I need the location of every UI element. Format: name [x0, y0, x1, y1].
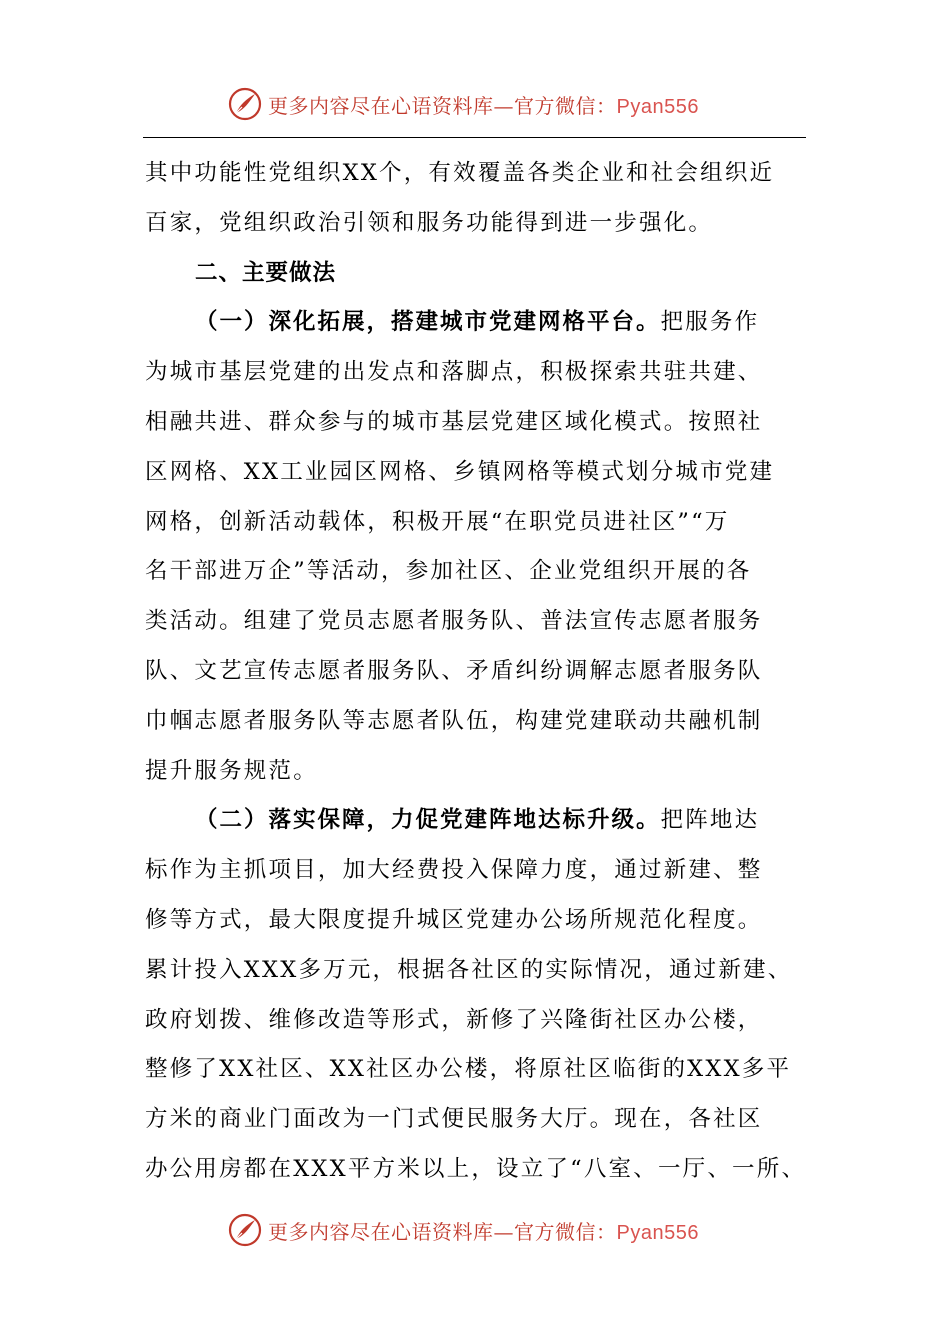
paragraph-1-first-line [145, 298, 807, 348]
body-line: 办公用房都在XXX平方米以上，设立了“八室、一厅、一所、 [145, 1155, 807, 1182]
body-line: 巾帼志愿者服务队等志愿者队伍，构建党建联动共融机制 [145, 707, 763, 734]
body-line: 百家，党组织政治引领和服务功能得到进一步强化。 [145, 209, 714, 236]
header-banner-text [268, 90, 699, 119]
document-body [145, 149, 807, 1195]
header-rule [143, 137, 806, 138]
footer-banner-wechat-id: Pyan556 [616, 1221, 699, 1244]
body-line: 区网格、XX工业园区网格、乡镇网格等模式划分城市党建 [145, 458, 775, 485]
body-line: 为城市基层党建的出发点和落脚点，积极探索共驻共建、 [145, 359, 763, 386]
body-line: 名干部进万企”等活动，参加社区、企业党组织开展的各 [145, 558, 752, 585]
paragraph-2-lead: （二）落实保障，力促党建阵地达标升级。 [195, 807, 661, 834]
body-line: 相融共进、群众参与的城市基层党建区域化模式。按照社 [145, 408, 763, 435]
header-banner-title: 更多内容尽在心语资料库 [268, 93, 494, 118]
body-line: 其中功能性党组织XX个，有效覆盖各类企业和社会组织近 [145, 160, 775, 186]
quill-logo-icon [228, 1213, 262, 1247]
header-banner-dash: — [493, 93, 514, 118]
header-banner [228, 84, 699, 124]
footer-banner-text [268, 1216, 699, 1245]
body-line: 标作为主抓项目，加大经费投入保障力度，通过新建、整 [145, 857, 763, 884]
footer-banner-title: 更多内容尽在心语资料库 [268, 1219, 494, 1244]
body-line: 方米的商业门面改为一门式便民服务大厅。现在，各社区 [145, 1106, 763, 1133]
section-heading: 二、主要做法 [195, 259, 337, 286]
header-banner-wechat-id: Pyan556 [616, 95, 699, 118]
paragraph-1-lead-rest: 把服务作 [660, 309, 760, 336]
body-line: 类活动。组建了党员志愿者服务队、普法宣传志愿者服务 [145, 608, 763, 635]
footer-banner-dash: — [493, 1219, 514, 1244]
body-line: 网格，创新活动载体，积极开展“在职党员进社区”“万 [145, 508, 730, 535]
header-banner-wechat-label: 官方微信： [514, 93, 617, 118]
paragraph-1-lead: （一）深化拓展，搭建城市党建网格平台。 [195, 309, 661, 336]
paragraph-2-lead-rest: 把阵地达 [660, 807, 760, 834]
body-line: 政府划拨、维修改造等形式，新修了兴隆街社区办公楼， [145, 1006, 763, 1033]
quill-logo-icon [228, 87, 262, 121]
body-line: 修等方式，最大限度提升城区党建办公场所规范化程度。 [145, 906, 763, 933]
body-line: 提升服务规范。 [145, 757, 318, 784]
body-line: 队、文艺宣传志愿者服务队、矛盾纠纷调解志愿者服务队 [145, 657, 763, 684]
paragraph-2-first-line [145, 796, 807, 846]
body-line: 整修了XX社区、XX社区办公楼，将原社区临街的XXX多平 [145, 1056, 792, 1083]
footer-banner-wechat-label: 官方微信： [514, 1219, 617, 1244]
body-line: 累计投入XXX多万元，根据各社区的实际情况，通过新建、 [145, 956, 793, 983]
footer-banner [228, 1210, 699, 1250]
